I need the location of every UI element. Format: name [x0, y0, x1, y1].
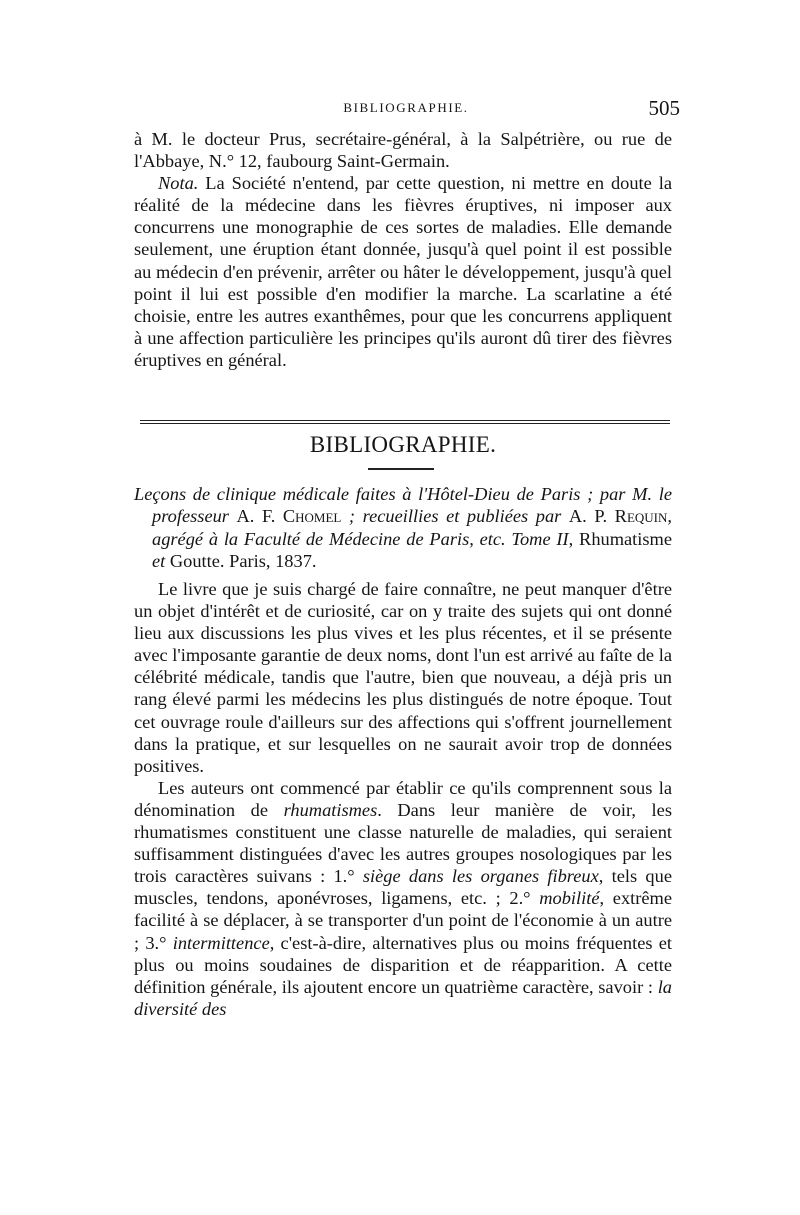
review-paragraph-2: [134, 777, 672, 1020]
p2-italic-2: siège dans les organes fibreux: [362, 866, 599, 887]
nota-paragraph: [134, 172, 672, 371]
nota-text: La Société n'entend, par cette question, ni mettre en doute la réalité de la médecine dans les fièvres éruptives, ni imposer aux concurrens une monographie de ces sortes de maladies. Elle demande seulement, une éruption étant donnée, jusqu'à quel point il est possible au médecin d'en prévenir, arrêter ou hâter le développement, jusqu'à quel point il lui est possible d'en modifier la marche. La scarlatine a été choisie, entre les autres exanthêmes, pour que les concurrens appliquent à une affection particulière les principes qu'ils auront dû tirer des fièvres éruptives en général.: [134, 173, 672, 370]
section-title: BIBLIOGRAPHIE.: [309, 432, 497, 457]
page-number: 505: [648, 96, 680, 120]
p2-text-2: . Dans leur manière de voir, les rhumatismes constituent une classe naturelle de maladies, qui seraient suffisamment distinguées d'avec les autres groupes nosologiques par les trois caractères suivans : 1.°: [134, 799, 672, 887]
entry-separator: ,: [568, 528, 580, 549]
nota-section: [134, 128, 672, 371]
nota-label: Nota.: [158, 173, 199, 194]
p2-italic-5: la diversité des: [134, 976, 672, 1019]
p2-text-5: , c'est-à-dire, alternatives plus ou moins fréquentes et plus ou moins soudaines de disparition et de réapparition. A cette définition générale, ils ajoutent encore un quatrième caractère, savoir :: [134, 932, 673, 997]
review-body: [134, 578, 672, 1020]
p2-italic-3: mobilité: [539, 888, 600, 909]
running-head: BIBLIOGRAPHIE.: [343, 100, 469, 115]
entry-author-1: A. F. Chomel: [236, 506, 342, 527]
p2-text-1: Les auteurs ont commencé par établir ce qu'ils comprennent sous la dénomination de: [134, 777, 672, 820]
p2-italic-1: rhumatismes: [283, 799, 378, 820]
entry-affiliation: , agrégé à la Faculté de Médecine de Paris, etc. Tome: [152, 506, 672, 549]
bibliography-entry: [134, 483, 672, 572]
review-paragraph-1: Le livre que je suis chargé de faire connaître, ne peut manquer d'être un objet d'intérêt et de curiosité, car on y traite des sujets qui ont donné lieu aux discussions les plus vives et les plus récentes, et il se présente avec l'imposante garantie de deux noms, dont l'un est arrivé au faîte de la célébrité médicale, tandis que l'autre, bien que nouveau, a déjà pris un rang élevé parmi les médecins les plus distingués de notre époque. Tout cet ouvrage roule d'ailleurs sur des affections qui s'offrent journellement dans la pratique, et sur lesquelles on ne saurait avoir trop de données positives.: [134, 579, 672, 776]
entry-et: et: [152, 550, 166, 571]
p2-text-3: , tels que muscles, tendons, aponévroses, ligamens, etc. ; 2.°: [134, 866, 672, 909]
title-underline: [368, 468, 434, 470]
p2-text-4: , extrême facilité à se déplacer, à se transporter d'un point de l'économie à un autre ; 3.°: [134, 888, 673, 953]
entry-tome: II: [556, 528, 569, 549]
page-header: [132, 96, 680, 122]
section-divider: [140, 420, 670, 424]
address-paragraph: à M. le docteur Prus, secrétaire-général, à la Salpétrière, ou rue de l'Abbaye, N.° 12, faubourg Saint-Germain.: [134, 129, 672, 172]
entry-editor-label: ; recueillies et publiées par: [341, 506, 569, 527]
entry-author-2: A. P. Requin: [568, 506, 668, 527]
entry-title: Leçons de clinique médicale faites à l'Hôtel-Dieu de Paris ; par M. le professeur: [134, 484, 672, 527]
entry-subject-a: Rhumatisme: [579, 528, 673, 549]
entry-subject-b: Goutte. Paris, 1837.: [165, 550, 317, 571]
p2-italic-4: intermittence: [172, 932, 270, 953]
